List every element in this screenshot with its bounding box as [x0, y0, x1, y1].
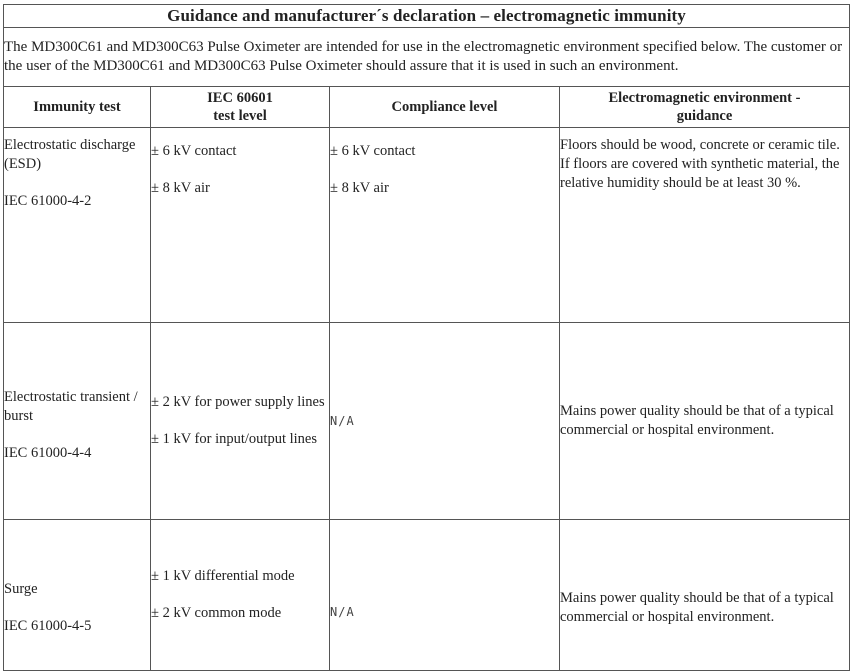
test-name: Electrostatic discharge (ESD)	[4, 137, 136, 172]
header-env-line2: guidance	[676, 108, 733, 124]
test-level-2: ± 8 kV air	[151, 180, 210, 196]
compliance-1: ± 6 kV contact	[330, 143, 416, 159]
test-level-1: ± 2 kV for power supply lines	[151, 394, 325, 410]
header-compliance-level: Compliance level	[330, 87, 560, 128]
test-standard: IEC 61000-4-2	[4, 193, 92, 209]
test-level-cell	[151, 128, 330, 323]
test-level-1: ± 1 kV differential mode	[151, 568, 295, 584]
header-iec-line2: test level	[213, 108, 267, 124]
test-level-cell	[151, 323, 330, 520]
compliance-1: N/A	[330, 604, 355, 619]
compliance-2: ± 8 kV air	[330, 180, 389, 196]
immunity-test-cell	[4, 520, 151, 671]
header-iec-test-level	[151, 87, 330, 128]
test-name: Electrostatic transient / burst	[4, 388, 138, 424]
guidance-cell: Floors should be wood, concrete or ceramic tile. If floors are covered with synthetic material, the relative humidity should be at least 30 %.	[560, 128, 850, 323]
test-level-1: ± 6 kV contact	[151, 143, 237, 159]
title-row	[4, 5, 850, 28]
table-row	[4, 128, 850, 323]
guidance-cell: Mains power quality should be that of a typical commercial or hospital environment.	[560, 323, 850, 520]
test-level-2: ± 2 kV common mode	[151, 605, 282, 621]
header-env-line1: Electromagnetic environment -	[608, 90, 801, 106]
compliance-cell	[330, 128, 560, 323]
compliance-cell	[330, 520, 560, 671]
immunity-test-cell	[4, 128, 151, 323]
compliance-cell	[330, 323, 560, 520]
table-row	[4, 323, 850, 520]
immunity-table	[3, 4, 850, 671]
table-row	[4, 520, 850, 671]
header-row	[4, 87, 850, 128]
document-title: Guidance and manufacturer´s declaration – electromagnetic immunity	[4, 5, 850, 28]
test-standard: IEC 61000-4-5	[4, 618, 92, 634]
immunity-test-cell	[4, 323, 151, 520]
test-level-cell	[151, 520, 330, 671]
test-name: Surge	[4, 581, 38, 597]
header-immunity-test: Immunity test	[4, 87, 151, 128]
header-iec-line1: IEC 60601	[207, 90, 273, 106]
intro-text: The MD300C61 and MD300C63 Pulse Oximeter are intended for use in the electromagnetic environment specified below. The customer or the user of the MD300C61 and MD300C63 Pulse Oximeter should assure that it is used in such an environment.	[4, 28, 850, 87]
test-standard: IEC 61000-4-4	[4, 444, 92, 461]
compliance-1: N/A	[330, 413, 355, 428]
guidance-cell: Mains power quality should be that of a typical commercial or hospital environment.	[560, 520, 850, 671]
intro-row	[4, 28, 850, 87]
header-environment-guidance	[560, 87, 850, 128]
test-level-2: ± 1 kV for input/output lines	[151, 431, 317, 447]
